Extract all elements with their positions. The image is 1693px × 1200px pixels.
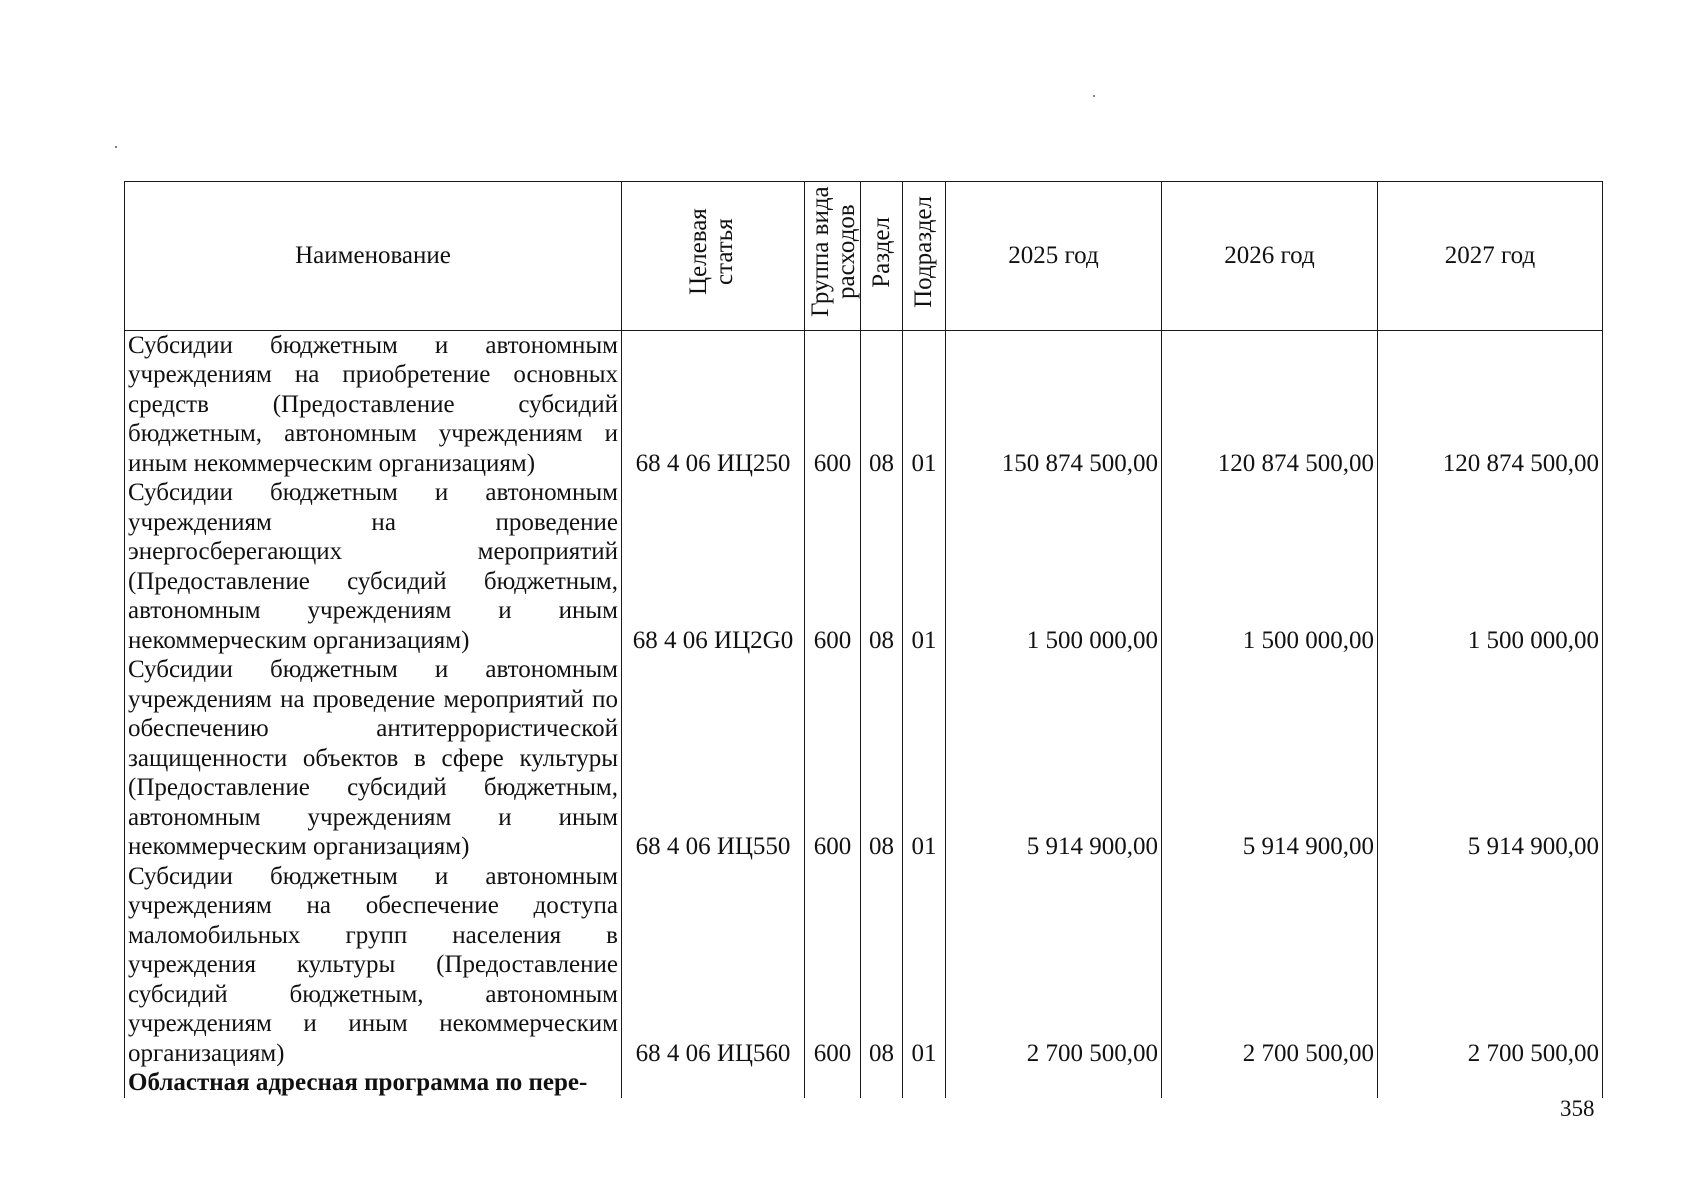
row-amount-2025-empty — [946, 1068, 1162, 1098]
header-section — [861, 182, 903, 331]
row-target-article: 68 4 06 ИЦ250 — [622, 330, 805, 478]
row-section: 08 — [861, 655, 903, 862]
row-section: 08 — [861, 330, 903, 478]
row-name: Субсидии бюджетным и автономным учреждениям на обеспечение доступа маломобильных групп населения в учреждения культуры (Предоставление субсидий бюджетным, автономным учреждениям и иным некоммерческим организациям) — [125, 862, 622, 1069]
row-expense-group: 600 — [805, 330, 861, 478]
row-target-article: 68 4 06 ИЦ560 — [622, 862, 805, 1069]
row-amount-2027: 120 874 500,00 — [1378, 330, 1603, 478]
header-2027: 2027 год — [1378, 182, 1603, 331]
row-subsection: 01 — [903, 478, 946, 655]
table-row-continued — [125, 1068, 1603, 1098]
row-amount-2026: 120 874 500,00 — [1162, 330, 1378, 478]
row-amount-2025: 1 500 000,00 — [946, 478, 1162, 655]
row-section-empty — [861, 1068, 903, 1098]
table-row — [125, 478, 1603, 655]
header-2025: 2025 год — [946, 182, 1162, 331]
row-name: Субсидии бюджетным и автономным учреждениям на проведение мероприятий по обеспечению антитеррористической защищенности объектов в сфере культуры (Предоставление субсидий бюджетным, автономным учреждениям и иным некоммерческим организациям) — [125, 655, 622, 862]
header-2026: 2026 год — [1162, 182, 1378, 331]
scan-speck — [115, 146, 117, 148]
header-section-label: Раздел — [867, 216, 895, 288]
budget-table — [124, 181, 1603, 1098]
row-target-article: 68 4 06 ИЦ2G0 — [622, 478, 805, 655]
row-name: Субсидии бюджетным и автономным учреждениям на приобретение основных средств (Предоставление субсидий бюджетным, автономным учреждениям и иным некоммерческим организациям) — [125, 330, 622, 478]
row-subsection: 01 — [903, 330, 946, 478]
row-amount-2026: 5 914 900,00 — [1162, 655, 1378, 862]
row-target-article-empty — [622, 1068, 805, 1098]
row-amount-2027: 2 700 500,00 — [1378, 862, 1603, 1069]
row-expense-group-empty — [805, 1068, 861, 1098]
table-row — [125, 862, 1603, 1069]
row-section: 08 — [861, 478, 903, 655]
page-number: 358 — [1560, 1096, 1595, 1121]
row-name: Субсидии бюджетным и автономным учреждениям на проведение энергосберегающих мероприятий (Предоставление субсидий бюджетным, автономным учреждениям и иным некоммерческим организациям) — [125, 478, 622, 655]
row-amount-2027: 5 914 900,00 — [1378, 655, 1603, 862]
row-amount-2025: 150 874 500,00 — [946, 330, 1162, 478]
row-subsection: 01 — [903, 655, 946, 862]
row-section: 08 — [861, 862, 903, 1069]
row-subsection-empty — [903, 1068, 946, 1098]
row-amount-2027-empty — [1378, 1068, 1603, 1098]
table-header-row — [125, 182, 1603, 331]
row-amount-2026-empty — [1162, 1068, 1378, 1098]
row-amount-2026: 1 500 000,00 — [1162, 478, 1378, 655]
row-amount-2025: 5 914 900,00 — [946, 655, 1162, 862]
row-target-article: 68 4 06 ИЦ550 — [622, 655, 805, 862]
row-expense-group: 600 — [805, 478, 861, 655]
row-expense-group: 600 — [805, 655, 861, 862]
row-amount-2027: 1 500 000,00 — [1378, 478, 1603, 655]
header-subsection-label: Подраздел — [910, 196, 937, 308]
header-expense-group-label: Группа вида расходов — [807, 186, 860, 318]
header-target-article-label: Целевая статья — [685, 208, 738, 296]
row-amount-2025: 2 700 500,00 — [946, 862, 1162, 1069]
row-name-continued: Областная адресная программа по пере- — [125, 1068, 622, 1098]
header-subsection — [903, 182, 946, 331]
row-subsection: 01 — [903, 862, 946, 1069]
row-expense-group: 600 — [805, 862, 861, 1069]
header-expense-group — [805, 182, 861, 331]
scan-speck — [1093, 95, 1095, 97]
header-name: Наименование — [125, 182, 622, 331]
table-row — [125, 655, 1603, 862]
header-target-article — [622, 182, 805, 331]
table-row — [125, 330, 1603, 478]
row-amount-2026: 2 700 500,00 — [1162, 862, 1378, 1069]
